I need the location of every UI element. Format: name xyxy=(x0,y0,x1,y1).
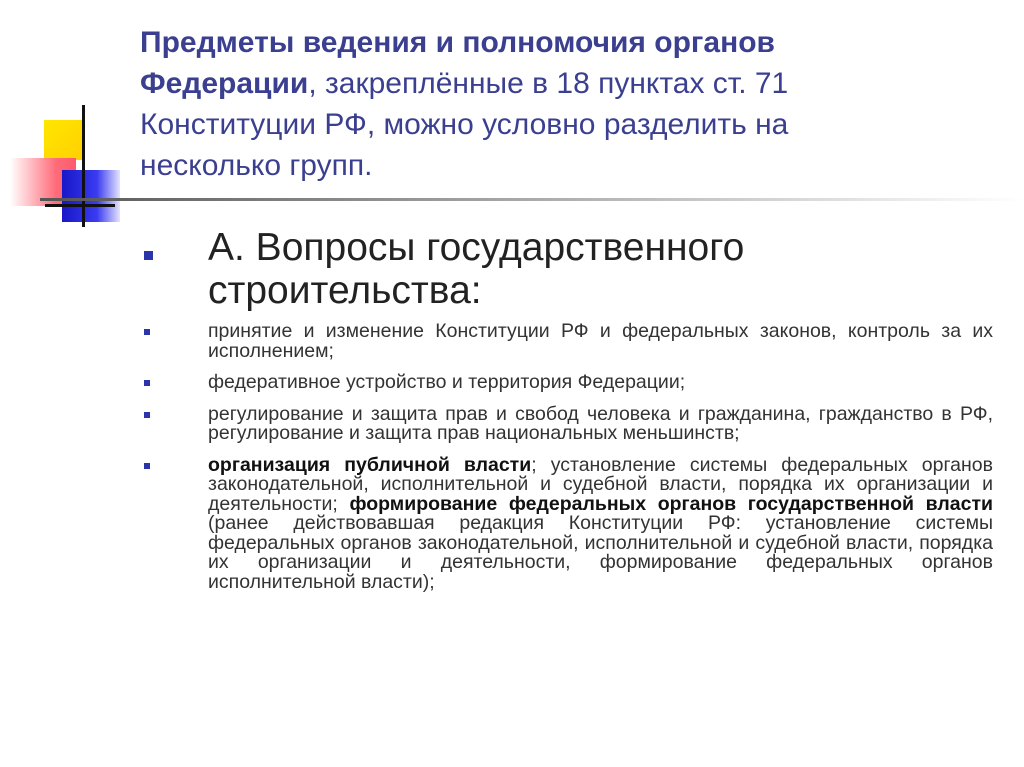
horizontal-line-shape xyxy=(45,204,115,207)
list-item-text: федеративное устройство и территория Федерации; xyxy=(208,371,686,393)
bullet-icon xyxy=(144,329,150,335)
list-item xyxy=(208,453,993,593)
list-item-text: (ранее действовавшая редакция Конституции РФ: установление системы федеральных органов законодательной, исполнительной и судебной власти, порядка их организации и деятельности, формирование федеральных органов исполнительной власти); xyxy=(208,512,993,593)
list-item xyxy=(208,373,993,393)
list-item-bold: организация публичной власти xyxy=(208,453,532,476)
bullet-icon xyxy=(144,380,150,386)
vertical-line-shape xyxy=(82,105,85,227)
yellow-square-shape xyxy=(44,120,84,160)
list-item-text: ; установление системы федеральных органов законодательной, исполнительной и судебной власти, порядка их организации и деятельности; xyxy=(208,453,993,515)
list-item xyxy=(208,322,993,361)
list-item-text: принятие и изменение Конституции РФ и федеральных законов, контроль за их исполнением; xyxy=(208,320,993,362)
title-divider xyxy=(40,198,1024,201)
bullet-list xyxy=(208,322,993,604)
bullet-icon xyxy=(144,412,150,418)
title-rest: , закреплённые в 18 пунктах ст. 71 Конституции РФ, можно условно разделить на несколько групп. xyxy=(140,67,789,182)
slide-title xyxy=(140,22,900,186)
list-item-text: регулирование и защита прав и свобод человека и гражданина, гражданство в РФ, регулирование и защита прав национальных меньшинств; xyxy=(208,402,993,444)
decorative-ornament xyxy=(0,0,140,240)
title-bold: Предметы ведения и полномочия органов Федерации xyxy=(140,26,775,100)
bullet-icon xyxy=(144,463,150,469)
heading-bullet-icon xyxy=(144,251,153,260)
list-item-bold: формирование федеральных органов государственной власти xyxy=(349,492,993,515)
blue-square-shape xyxy=(62,170,120,222)
list-item xyxy=(208,402,993,444)
section-heading: А. Вопросы государственного строительства: xyxy=(208,226,745,312)
